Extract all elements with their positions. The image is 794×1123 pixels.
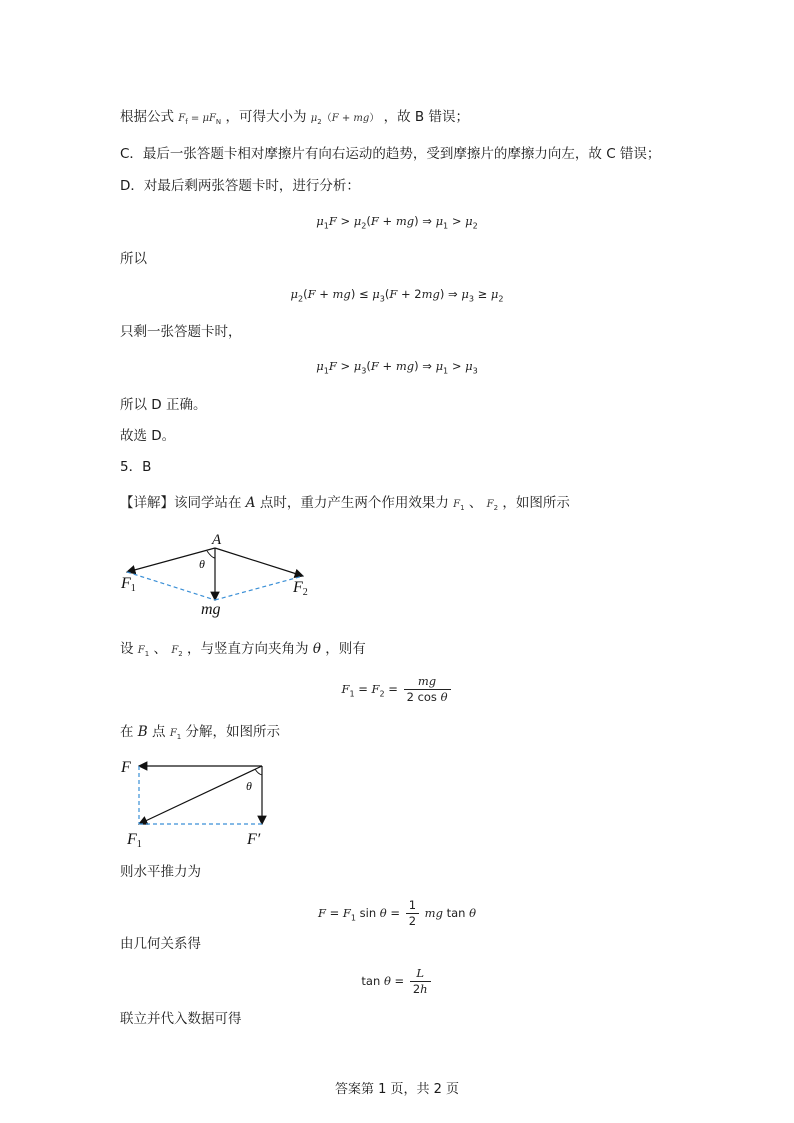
text-line-one-card: 只剩一张答题卡时， — [120, 324, 242, 340]
angle-arc-b — [255, 769, 262, 775]
text-line-formula-friction: 根据公式 $F_f = \mu F_N$ ，可得大小为 $\mu_2(F + mg)$ ，故 B 错误； — [120, 109, 469, 126]
force-diagram-b — [115, 752, 275, 850]
inline-formula-magnitude: $\mu_2(F + mg)$ — [310, 113, 380, 126]
equation-3: $\mu_1F > \mu_3(F + mg)$ ⇒ $\mu_1 > \mu_3$ — [316, 359, 478, 376]
label-theta-b: θ — [246, 779, 252, 793]
force-diagram-a — [115, 528, 325, 620]
force-line-f2 — [215, 548, 303, 576]
label-f1: F1 — [121, 575, 136, 594]
dashed-line-right — [215, 576, 303, 600]
label-f: F — [121, 759, 131, 776]
question-number-5: 5．B — [120, 459, 152, 475]
label-theta: θ — [199, 557, 205, 571]
text-line-detail: 【详解】该同学站在 A 点时，重力产生两个作用效果力 $F_1$ 、 $F_2$ ，如图所示 — [120, 495, 570, 512]
equation-5: $F = F_1$ sin θ = $\frac{1}{2}$ mg tan θ — [317, 898, 477, 928]
text-line-set: 设 $F_1$ 、 $F_2$ ，与竖直方向夹角为 θ ，则有 — [120, 641, 366, 658]
angle-arc — [207, 551, 215, 558]
text-line-option-c: C．最后一张答题卡相对摩擦片有向右运动的趋势，受到摩擦片的摩擦力向左，故 C 错误； — [120, 146, 661, 162]
text-line-d-correct: 所以 D 正确。 — [120, 397, 207, 413]
equation-4: $F_1 = F_2$ = $\frac{mg}{\text{2 cos θ}}$ — [0, 674, 794, 705]
text-line-combine: 联立并代入数据可得 — [120, 1011, 242, 1027]
label-f1-b: F1 — [127, 831, 142, 850]
equation-6: tan θ = $\frac{L}{2h}$ — [0, 966, 794, 997]
label-a: A — [212, 532, 222, 548]
text-line-geometry: 由几何关系得 — [120, 936, 201, 952]
label-fprime: F′ — [247, 831, 261, 848]
text-line-horizontal-push: 则水平推力为 — [120, 864, 201, 880]
label-f2: F2 — [293, 579, 308, 598]
text-line-so: 所以 — [120, 251, 147, 267]
dashed-line-left — [127, 572, 215, 600]
text-line-at-b: 在 B 点 $F_1$ 分解，如图所示 — [120, 724, 281, 741]
page-footer: 答案第 1 页，共 2 页 — [334, 1082, 460, 1097]
label-mg: mg — [201, 601, 221, 618]
equation-2: $\mu_2(F + mg) \le \mu_3(F + 2mg)$ ⇒ $\mu_3 \ge \mu_2$ — [290, 287, 504, 304]
text-line-choose-d: 故选 D。 — [120, 428, 176, 444]
inline-formula-friction: $F_f = \mu F_N$ — [178, 113, 222, 126]
force-line-f1-diagonal — [139, 766, 262, 824]
text-line-option-d: D．对最后剩两张答题卡时，进行分析： — [120, 178, 360, 194]
equation-1: $\mu_1F > \mu_2(F + mg)$ ⇒ $\mu_1 > \mu_2$ — [316, 214, 478, 231]
